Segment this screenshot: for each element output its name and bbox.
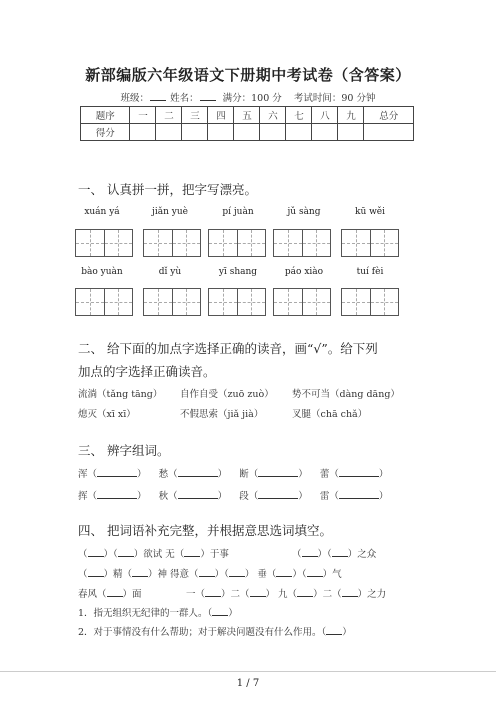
score-header-cell: 八 — [312, 107, 338, 124]
score-row — [81, 124, 414, 141]
char-label: 断（ — [239, 469, 259, 480]
answer-blank[interactable] — [184, 546, 200, 557]
exam-info — [0, 90, 496, 104]
reading-option[interactable]: 熄灭（xī xī） — [78, 409, 136, 420]
score-cell[interactable] — [182, 124, 208, 141]
word-group-row — [78, 488, 388, 502]
char-label: 秋（ — [158, 491, 178, 502]
answer-blank[interactable] — [302, 546, 318, 557]
page-number: 1 / 7 — [236, 678, 260, 689]
char-label: 愁（ — [158, 469, 178, 480]
reading-option[interactable]: 不假思索（jiǎ jià） — [180, 409, 264, 420]
score-header-cell: 三 — [182, 107, 208, 124]
page-title: 新部编版六年级语文下册期中考试卷（含答案） — [85, 66, 411, 84]
idiom-row: （ ）（ ）欲试 无（ ）于事 — [78, 546, 229, 560]
pinyin-label: dǐ yù — [158, 267, 182, 277]
score-cell[interactable] — [364, 124, 414, 141]
char-label: 段（ — [239, 491, 259, 502]
writing-grid[interactable] — [273, 229, 331, 257]
score-header-cell: 五 — [234, 107, 260, 124]
answer-blank[interactable] — [332, 546, 348, 557]
answer-blank[interactable] — [258, 466, 298, 477]
writing-grid[interactable] — [75, 229, 133, 257]
answer-blank[interactable] — [88, 566, 104, 577]
idiom-row: 一（ ）二（ ） 九（ ）二（ ）之力 — [186, 586, 386, 600]
paren: ） — [378, 491, 389, 502]
writing-grid[interactable] — [208, 288, 266, 316]
pinyin-label: bào yuàn — [81, 267, 123, 277]
name-label: 姓名： — [170, 93, 199, 104]
score-header-cell: 七 — [286, 107, 312, 124]
score-cell[interactable] — [208, 124, 234, 141]
paren: ） — [298, 491, 308, 502]
reading-option[interactable]: 流淌（tǎng tāng） — [78, 389, 163, 400]
answer-blank[interactable] — [97, 466, 137, 477]
score-header-row — [81, 107, 414, 124]
writing-grid[interactable] — [208, 229, 266, 257]
score-cell[interactable] — [286, 124, 312, 141]
score-header-cell: 九 — [338, 107, 364, 124]
score-header-cell: 总分 — [364, 107, 414, 124]
pinyin-label: pí juàn — [222, 207, 254, 217]
answer-blank[interactable] — [205, 586, 221, 597]
name-blank — [200, 91, 216, 101]
idiom-row: （ ）精（ ）神 得意（ ）（ ） 垂（ ）（ ）气 — [78, 566, 342, 580]
writing-grid[interactable] — [75, 288, 133, 316]
answer-blank[interactable] — [250, 586, 266, 597]
score-row-label: 得分 — [81, 124, 130, 141]
score-cell[interactable] — [312, 124, 338, 141]
section-1-title: 一、 认真拼一拼，把字写漂亮。 — [78, 182, 257, 197]
pinyin-label: kū wěi — [354, 207, 386, 217]
reading-option[interactable]: 叉腿（chā chǎ） — [292, 409, 368, 420]
score-cell[interactable] — [156, 124, 182, 141]
paren: ） — [378, 469, 389, 480]
answer-blank[interactable] — [107, 586, 123, 597]
paren: ） — [137, 491, 147, 502]
pinyin-label: jiǎn yuè — [152, 207, 188, 217]
score-header-cell: 二 — [156, 107, 182, 124]
char-label: 蕾（ — [319, 469, 339, 480]
score-header-cell: 一 — [130, 107, 156, 124]
question-2: 2．对于事情没有什么帮助；对于解决问题没有什么作用。（ ） — [78, 624, 352, 638]
word-group-row — [78, 466, 388, 480]
answer-blank[interactable] — [229, 566, 245, 577]
answer-blank[interactable] — [339, 488, 379, 499]
footer-divider — [0, 671, 496, 672]
char-label: 浑（ — [78, 469, 98, 480]
answer-blank[interactable] — [97, 488, 137, 499]
answer-blank[interactable] — [297, 586, 313, 597]
answer-blank[interactable] — [307, 566, 323, 577]
writing-grid[interactable] — [273, 288, 331, 316]
writing-grid[interactable] — [341, 229, 399, 257]
answer-blank[interactable] — [342, 586, 358, 597]
score-table — [80, 106, 414, 141]
reading-option[interactable]: 势不可当（dàng dāng） — [292, 389, 400, 400]
char-label: 雷（ — [319, 491, 339, 502]
writing-grid[interactable] — [341, 288, 399, 316]
paren: ） — [217, 491, 228, 502]
section-2-title-cont: 加点的字选择正确读音。 — [78, 364, 216, 379]
char-label: 挥（ — [78, 491, 98, 502]
paren: ） — [298, 469, 308, 480]
answer-blank[interactable] — [132, 566, 148, 577]
answer-blank[interactable] — [199, 566, 215, 577]
exam-time: 考试时间：90 分钟 — [293, 93, 376, 104]
answer-blank[interactable] — [212, 605, 228, 616]
section-4-title: 四、 把词语补充完整，并根据意思选词填空。 — [78, 523, 332, 538]
class-blank — [150, 91, 166, 101]
pinyin-label: xuán yá — [84, 207, 120, 217]
score-header-cell: 六 — [260, 107, 286, 124]
full-score: 满分：100 分 — [222, 93, 282, 104]
answer-blank[interactable] — [326, 624, 342, 635]
score-header-cell: 题序 — [81, 107, 130, 124]
answer-blank[interactable] — [339, 466, 379, 477]
answer-blank[interactable] — [118, 546, 134, 557]
answer-blank[interactable] — [178, 466, 218, 477]
writing-grid[interactable] — [143, 288, 201, 316]
question-1: 1．指无组织无纪律的一群人。（ ） — [78, 605, 238, 619]
writing-grid[interactable] — [143, 229, 201, 257]
score-cell[interactable] — [130, 124, 156, 141]
answer-blank[interactable] — [88, 546, 104, 557]
section-2-title: 二、 给下面的加点字选择正确的读音，画“√”。给下列 — [78, 341, 378, 356]
reading-option[interactable]: 自作自受（zuō zuò） — [180, 389, 274, 400]
paren: ） — [137, 469, 147, 480]
score-cell[interactable] — [234, 124, 260, 141]
score-header-cell: 四 — [208, 107, 234, 124]
answer-blank[interactable] — [276, 566, 292, 577]
score-cell[interactable] — [260, 124, 286, 141]
class-label: 班级： — [120, 93, 150, 104]
idiom-row: （ ）（ ）之众 — [292, 546, 376, 560]
pinyin-label: yī shang — [218, 267, 258, 277]
answer-blank[interactable] — [258, 488, 298, 499]
pinyin-label: jǔ sàng — [287, 207, 321, 217]
score-cell[interactable] — [338, 124, 364, 141]
answer-blank[interactable] — [178, 488, 218, 499]
idiom-row: 春风（ ）面 — [78, 586, 142, 600]
pinyin-label: páo xiào — [284, 267, 324, 277]
paren: ） — [217, 469, 228, 480]
pinyin-label: tuí fèi — [356, 267, 384, 277]
section-3-title: 三、 辨字组词。 — [78, 443, 170, 458]
